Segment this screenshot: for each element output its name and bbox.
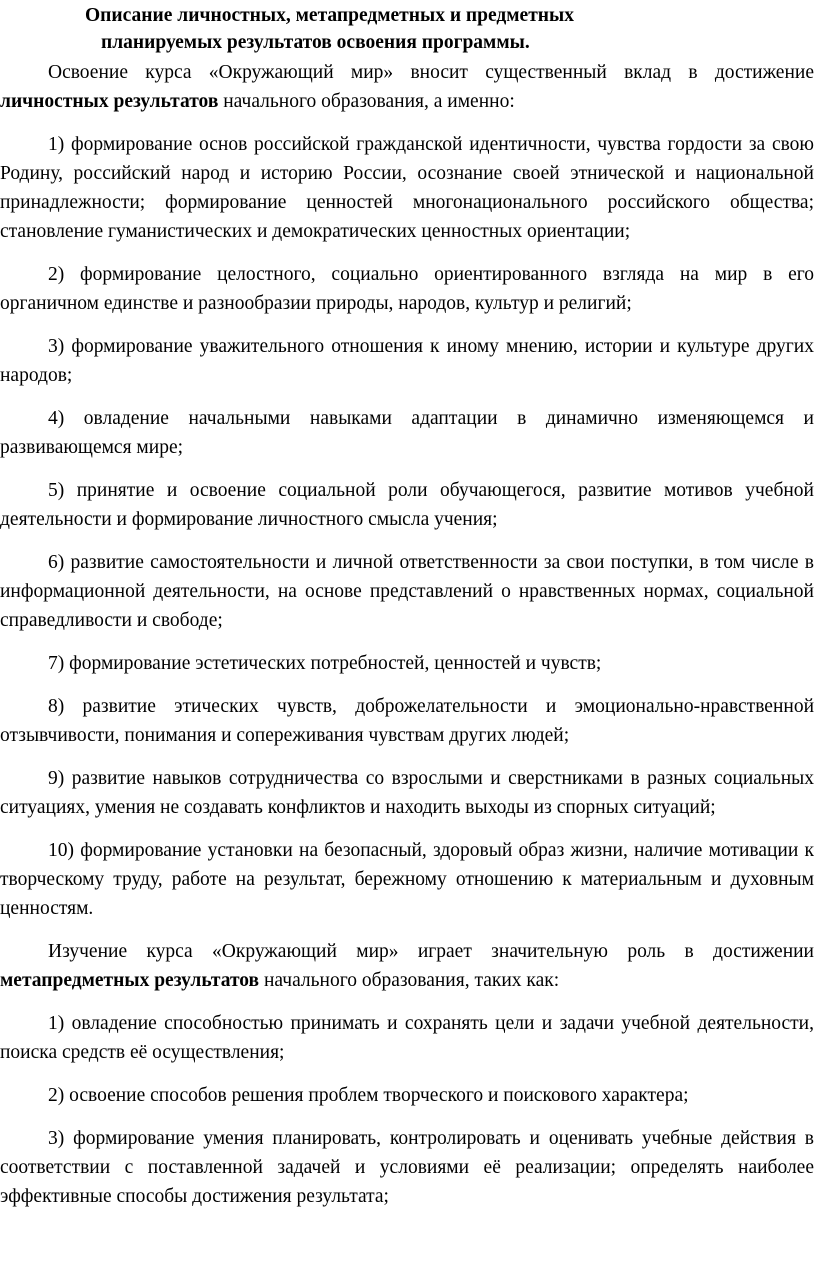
- heading-line-2: планируемых результатов освоения программы.: [101, 32, 530, 53]
- list-item: 5) принятие и освоение социальной роли обучающегося, развитие мотивов учебной деятельности и формирование личностного смысла учения;: [0, 480, 814, 530]
- meta-results-intro: [0, 937, 814, 995]
- list-item: 1) овладение способностью принимать и сохранять цели и задачи учебной деятельности, поиска средств её осуществления;: [0, 1013, 814, 1063]
- list-item: 10) формирование установки на безопасный, здоровый образ жизни, наличие мотивации к творческому труду, работе на результат, бережному отношению к материальным и духовным ценностям.: [0, 840, 814, 919]
- intro-text-end: начального образования, а именно:: [218, 91, 515, 112]
- heading-line-1: Описание личностных, метапредметных и предметных: [85, 5, 575, 26]
- intro-text-end: начального образования, таких как:: [259, 970, 560, 991]
- personal-results-intro: [0, 58, 814, 116]
- intro-text: Освоение курса «Окружающий мир» вносит существенный вклад в достижение: [48, 62, 814, 83]
- intro-text: Изучение курса «Окружающий мир» играет значительную роль в достижении: [48, 941, 814, 962]
- list-item: 3) формирование уважительного отношения к иному мнению, истории и культуре других народов;: [0, 336, 814, 386]
- intro-bold-term: личностных результатов: [0, 91, 219, 112]
- list-item: 1) формирование основ российской гражданской идентичности, чувства гордости за свою Родину, российский народ и историю России, осознание своей этнической и национальной принадлежности; формирование ценностей многонационального российского общества; становление гуманистических и демократических ценностных ориентации;: [0, 134, 814, 242]
- list-item: 2) освоение способов решения проблем творческого и поискового характера;: [48, 1085, 689, 1106]
- list-item: 6) развитие самостоятельности и личной ответственности за свои поступки, в том числе в информационной деятельности, на основе представлений о нравственных нормах, социальной справедливости и свободе;: [0, 552, 814, 631]
- list-item: 4) овладение начальными навыками адаптации в динамично изменяющемся и развивающемся мире;: [0, 408, 814, 458]
- list-item: 3) формирование умения планировать, контролировать и оценивать учебные действия в соответствии с поставленной задачей и условиями её реализации; определять наиболее эффективные способы достижения результата;: [0, 1128, 814, 1207]
- intro-bold-term: метапредметных результатов: [0, 970, 260, 991]
- document-heading: [0, 2, 814, 56]
- list-item: 2) формирование целостного, социально ориентированного взгляда на мир в его органичном единстве и разнообразии природы, народов, культур и религий;: [0, 264, 814, 314]
- list-item: 8) развитие этических чувств, доброжелательности и эмоционально-нравственной отзывчивости, понимания и сопереживания чувствам других людей;: [0, 696, 814, 746]
- list-item: 9) развитие навыков сотрудничества со взрослыми и сверстниками в разных социальных ситуациях, умения не создавать конфликтов и находить выходы из спорных ситуаций;: [0, 768, 814, 818]
- list-item: 7) формирование эстетических потребностей, ценностей и чувств;: [48, 653, 602, 674]
